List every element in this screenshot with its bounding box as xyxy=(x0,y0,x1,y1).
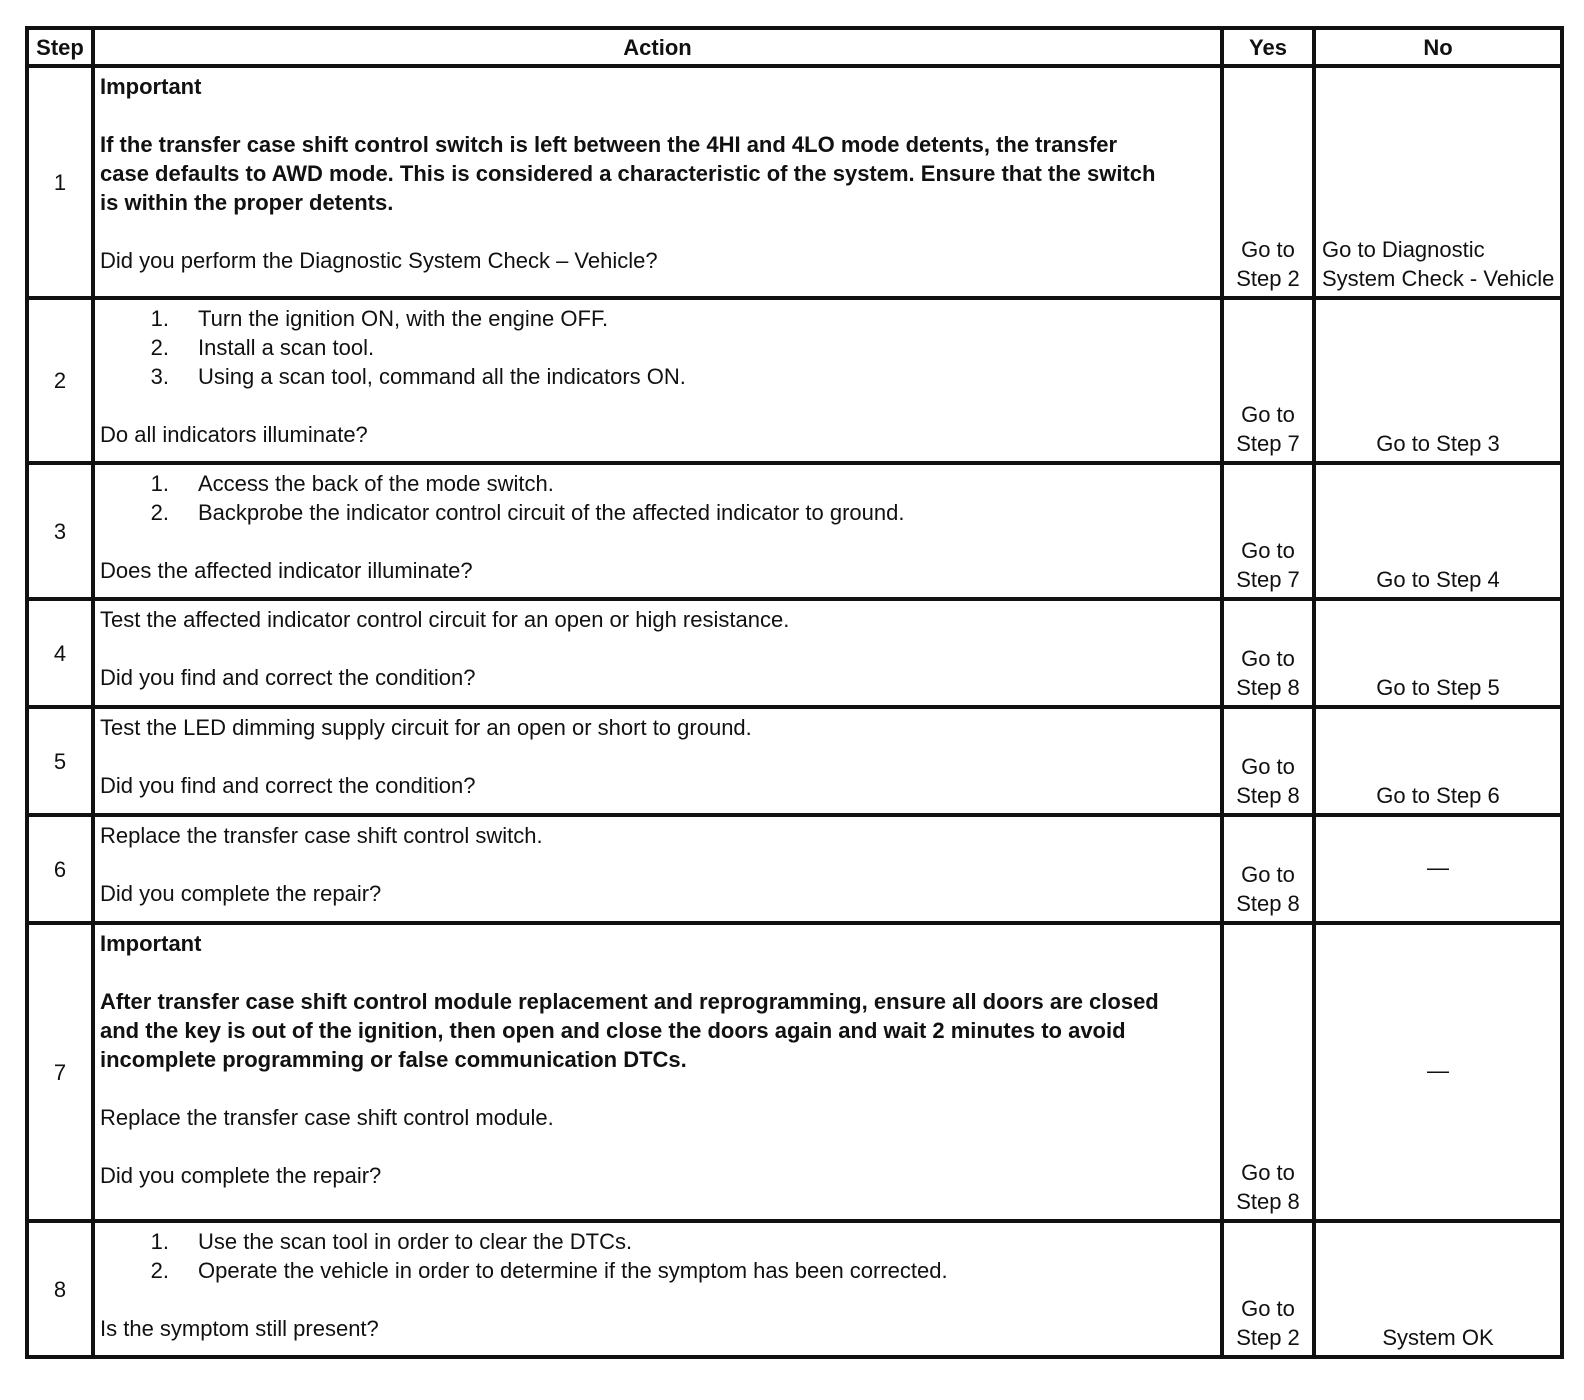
list-item xyxy=(100,469,1212,498)
action-text: Replace the transfer case shift control module. xyxy=(100,1105,554,1130)
no-cell: — xyxy=(1314,815,1562,923)
important-label: Important xyxy=(100,74,202,99)
step-number: 8 xyxy=(27,1221,93,1357)
no-cell: System OK xyxy=(1314,1221,1562,1357)
question-text: Do all indicators illuminate? xyxy=(100,422,368,447)
list-number: 2. xyxy=(150,500,169,525)
list-text: Operate the vehicle in order to determine if the symptom has been corrected. xyxy=(198,1258,948,1283)
important-label: Important xyxy=(100,931,202,956)
list-item xyxy=(100,1227,1212,1256)
yes-cell: Go to Step 8 xyxy=(1222,815,1314,923)
yes-cell: Go to Step 2 xyxy=(1222,1221,1314,1357)
table-row xyxy=(27,707,1562,815)
important-text: After transfer case shift control module replacement and reprogramming, ensure all doors are closed and the key is out of the ignition, then open and close the doors again and wait 2 minutes to avoid incomplete programming or false communication DTCs. xyxy=(100,989,1159,1072)
list-text: Using a scan tool, command all the indicators ON. xyxy=(198,364,686,389)
action-text: Test the LED dimming supply circuit for an open or short to ground. xyxy=(100,715,752,740)
list-text: Use the scan tool in order to clear the DTCs. xyxy=(198,1229,633,1254)
no-cell: Go to Step 4 xyxy=(1314,463,1562,599)
list-number: 3. xyxy=(150,364,169,389)
action-cell xyxy=(93,923,1222,1221)
step-number: 1 xyxy=(27,66,93,298)
question-text: Did you complete the repair? xyxy=(100,1163,382,1188)
list-number: 1. xyxy=(150,306,169,331)
action-cell xyxy=(93,1221,1222,1357)
action-cell xyxy=(93,599,1222,707)
list-text: Turn the ignition ON, with the engine OFF. xyxy=(198,306,609,331)
list-number: 2. xyxy=(150,1258,169,1283)
table-row xyxy=(27,923,1562,1221)
list-item xyxy=(100,498,1212,527)
list-text: Install a scan tool. xyxy=(198,335,375,360)
action-cell xyxy=(93,298,1222,463)
header-no: No xyxy=(1314,28,1562,66)
list-item xyxy=(100,362,1212,391)
header-yes: Yes xyxy=(1222,28,1314,66)
question-text: Did you find and correct the condition? xyxy=(100,773,476,798)
yes-cell: Go to Step 8 xyxy=(1222,599,1314,707)
step-number: 2 xyxy=(27,298,93,463)
step-number: 5 xyxy=(27,707,93,815)
header-action: Action xyxy=(93,28,1222,66)
yes-cell: Go to Step 8 xyxy=(1222,923,1314,1221)
action-cell xyxy=(93,815,1222,923)
no-cell: Go to Step 3 xyxy=(1314,298,1562,463)
list-text: Backprobe the indicator control circuit of the affected indicator to ground. xyxy=(198,500,905,525)
action-cell xyxy=(93,463,1222,599)
no-cell: — xyxy=(1314,923,1562,1221)
header-step: Step xyxy=(27,28,93,66)
question-text: Is the symptom still present? xyxy=(100,1316,379,1341)
important-text: If the transfer case shift control switch is left between the 4HI and 4LO mode detents, the transfer case defaults to AWD mode. This is considered a characteristic of the system. Ensure that the switch is within the proper detents. xyxy=(100,132,1156,215)
step-number: 6 xyxy=(27,815,93,923)
list-number: 1. xyxy=(150,471,169,496)
step-number: 3 xyxy=(27,463,93,599)
diagnostic-table xyxy=(25,26,1564,1359)
table-row xyxy=(27,1221,1562,1357)
table-row xyxy=(27,463,1562,599)
header-row xyxy=(27,28,1562,66)
action-text: Replace the transfer case shift control switch. xyxy=(100,823,543,848)
list-number: 1. xyxy=(150,1229,169,1254)
action-cell xyxy=(93,707,1222,815)
yes-cell: Go to Step 7 xyxy=(1222,463,1314,599)
step-number: 7 xyxy=(27,923,93,1221)
table-row xyxy=(27,815,1562,923)
table-row xyxy=(27,298,1562,463)
table-row xyxy=(27,66,1562,298)
yes-cell: Go to Step 7 xyxy=(1222,298,1314,463)
question-text: Did you complete the repair? xyxy=(100,881,382,906)
action-text: Test the affected indicator control circuit for an open or high resistance. xyxy=(100,607,790,632)
yes-cell: Go to Step 2 xyxy=(1222,66,1314,298)
no-cell: Go to Step 5 xyxy=(1314,599,1562,707)
step-number: 4 xyxy=(27,599,93,707)
question-text: Does the affected indicator illuminate? xyxy=(100,558,473,583)
list-item xyxy=(100,304,1212,333)
list-number: 2. xyxy=(150,335,169,360)
list-text: Access the back of the mode switch. xyxy=(198,471,554,496)
question-text: Did you find and correct the condition? xyxy=(100,665,476,690)
table-row xyxy=(27,599,1562,707)
no-cell: Go to Diagnostic System Check - Vehicle xyxy=(1314,66,1562,298)
list-item xyxy=(100,333,1212,362)
action-cell xyxy=(93,66,1222,298)
question-text: Did you perform the Diagnostic System Check – Vehicle? xyxy=(100,248,658,273)
no-cell: Go to Step 6 xyxy=(1314,707,1562,815)
yes-cell: Go to Step 8 xyxy=(1222,707,1314,815)
list-item xyxy=(100,1256,1212,1285)
